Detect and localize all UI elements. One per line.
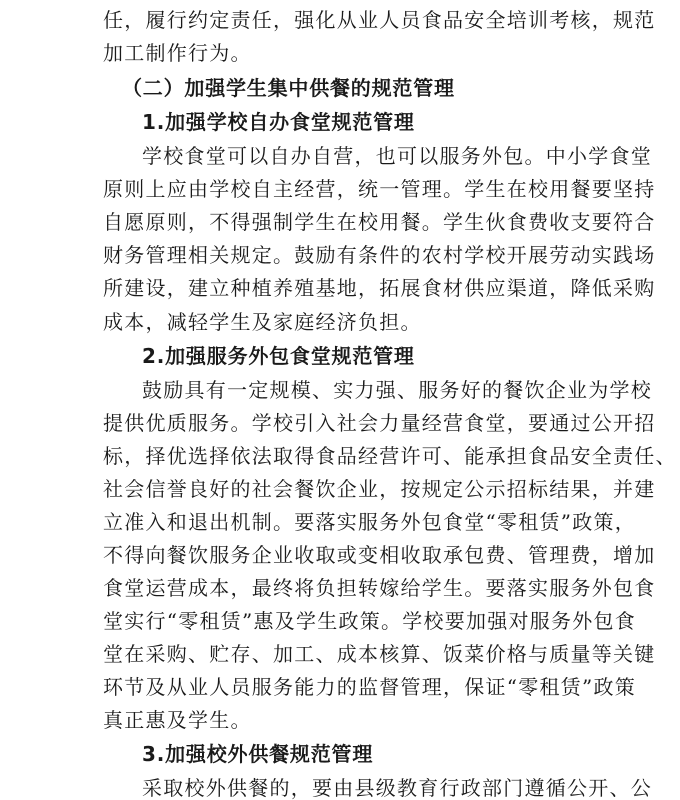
subsection-heading: 1.加强学校自办食堂规范管理 xyxy=(142,110,415,134)
text-line: 加工制作行为。 xyxy=(103,41,252,65)
subsection-heading: 2.加强服务外包食堂规范管理 xyxy=(142,344,415,368)
text-line: 鼓励具有一定规模、实力强、服务好的餐饮企业为学校 xyxy=(142,378,652,402)
text-line: 标，择优选择依法取得食品经营许可、能承担食品安全责任、 xyxy=(103,444,677,468)
text-line: 真正惠及学生。 xyxy=(103,708,252,732)
section-heading: （二）加强学生集中供餐的规范管理 xyxy=(122,76,455,100)
text-line: 所建设，建立种植养殖基地，拓展食材供应渠道，降低采购 xyxy=(103,276,656,300)
text-line: 社会信誉良好的社会餐饮企业，按规定公示招标结果，并建 xyxy=(103,477,656,501)
text-line: 财务管理相关规定。鼓励有条件的农村学校开展劳动实践场 xyxy=(103,243,656,267)
text-line: 堂实行“零租赁”惠及学生政策。学校要加强对服务外包食 xyxy=(103,609,636,633)
text-line: 环节及从业人员服务能力的监督管理，保证“零租赁”政策 xyxy=(103,675,636,699)
text-line: 任，履行约定责任，强化从业人员食品安全培训考核，规范 xyxy=(103,8,656,32)
text-line: 成本，减轻学生及家庭经济负担。 xyxy=(103,310,422,334)
text-line: 原则上应由学校自主经营，统一管理。学生在校用餐要坚持 xyxy=(103,177,656,201)
text-line: 堂在采购、贮存、加工、成本核算、饭菜价格与质量等关键 xyxy=(103,642,656,666)
text-line: 采取校外供餐的，要由县级教育行政部门遵循公开、公 xyxy=(142,776,652,800)
text-line: 学校食堂可以自办自营，也可以服务外包。中小学食堂 xyxy=(142,144,652,168)
text-line: 食堂运营成本，最终将负担转嫁给学生。要落实服务外包食 xyxy=(103,576,656,600)
text-line: 提供优质服务。学校引入社会力量经营食堂，要通过公开招 xyxy=(103,411,656,435)
text-line: 自愿原则，不得强制学生在校用餐。学生伙食费收支要符合 xyxy=(103,210,656,234)
text-line: 不得向餐饮服务企业收取或变相收取承包费、管理费，增加 xyxy=(103,543,656,567)
text-line: 立准入和退出机制。要落实服务外包食堂“零租赁”政策， xyxy=(103,510,636,534)
subsection-heading: 3.加强校外供餐规范管理 xyxy=(142,742,374,766)
